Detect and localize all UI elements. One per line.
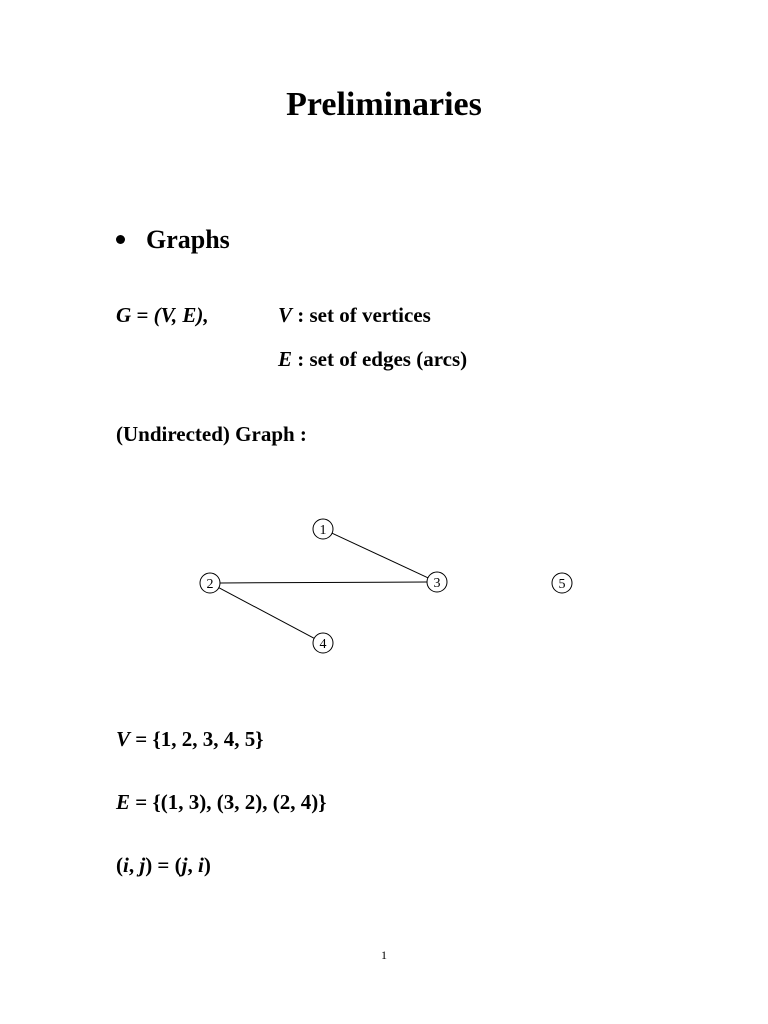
graph-edge-1-3 xyxy=(332,533,428,578)
symmetry-equation: (i, j) = (j, i) xyxy=(116,853,211,877)
edge-set-values: = {(1, 3), (3, 2), (2, 4)} xyxy=(130,790,327,814)
page-title: Preliminaries xyxy=(286,86,482,123)
vertex-set-equation xyxy=(116,727,264,752)
edge-set-symbol: E xyxy=(116,790,131,814)
graph-node-1 xyxy=(313,519,333,539)
section-heading: Graphs xyxy=(146,225,230,254)
graph-edge-2-4 xyxy=(219,588,314,639)
graph-node-label: 3 xyxy=(433,576,441,591)
graph-node-3 xyxy=(427,572,447,592)
vertex-set-symbol: V xyxy=(116,727,131,751)
graph-edge-3-2 xyxy=(220,582,427,583)
page-number: 1 xyxy=(381,948,387,962)
graph-definition: G = (V, E), xyxy=(116,303,209,327)
edge-set-equation xyxy=(116,790,327,815)
graph-diagram xyxy=(0,500,768,670)
vertex-symbol: V xyxy=(278,303,293,327)
graph-node-label: 4 xyxy=(319,637,327,652)
vertex-set-values: = {1, 2, 3, 4, 5} xyxy=(130,727,264,751)
graph-node-5 xyxy=(552,573,572,593)
bullet-icon xyxy=(116,235,125,244)
graph-node-2 xyxy=(200,573,220,593)
graph-node-label: 2 xyxy=(206,577,214,592)
vertex-description: : set of vertices xyxy=(297,303,431,327)
edge-symbol: E xyxy=(278,347,293,371)
edge-description: : set of edges (arcs) xyxy=(297,347,468,371)
vertex-set-definition xyxy=(278,303,431,328)
graph-node-4 xyxy=(313,633,333,653)
graph-node-label: 1 xyxy=(319,523,327,538)
graph-node-label: 5 xyxy=(558,577,566,592)
edge-set-definition xyxy=(278,347,467,372)
graph-type-label: (Undirected) Graph : xyxy=(116,422,307,446)
